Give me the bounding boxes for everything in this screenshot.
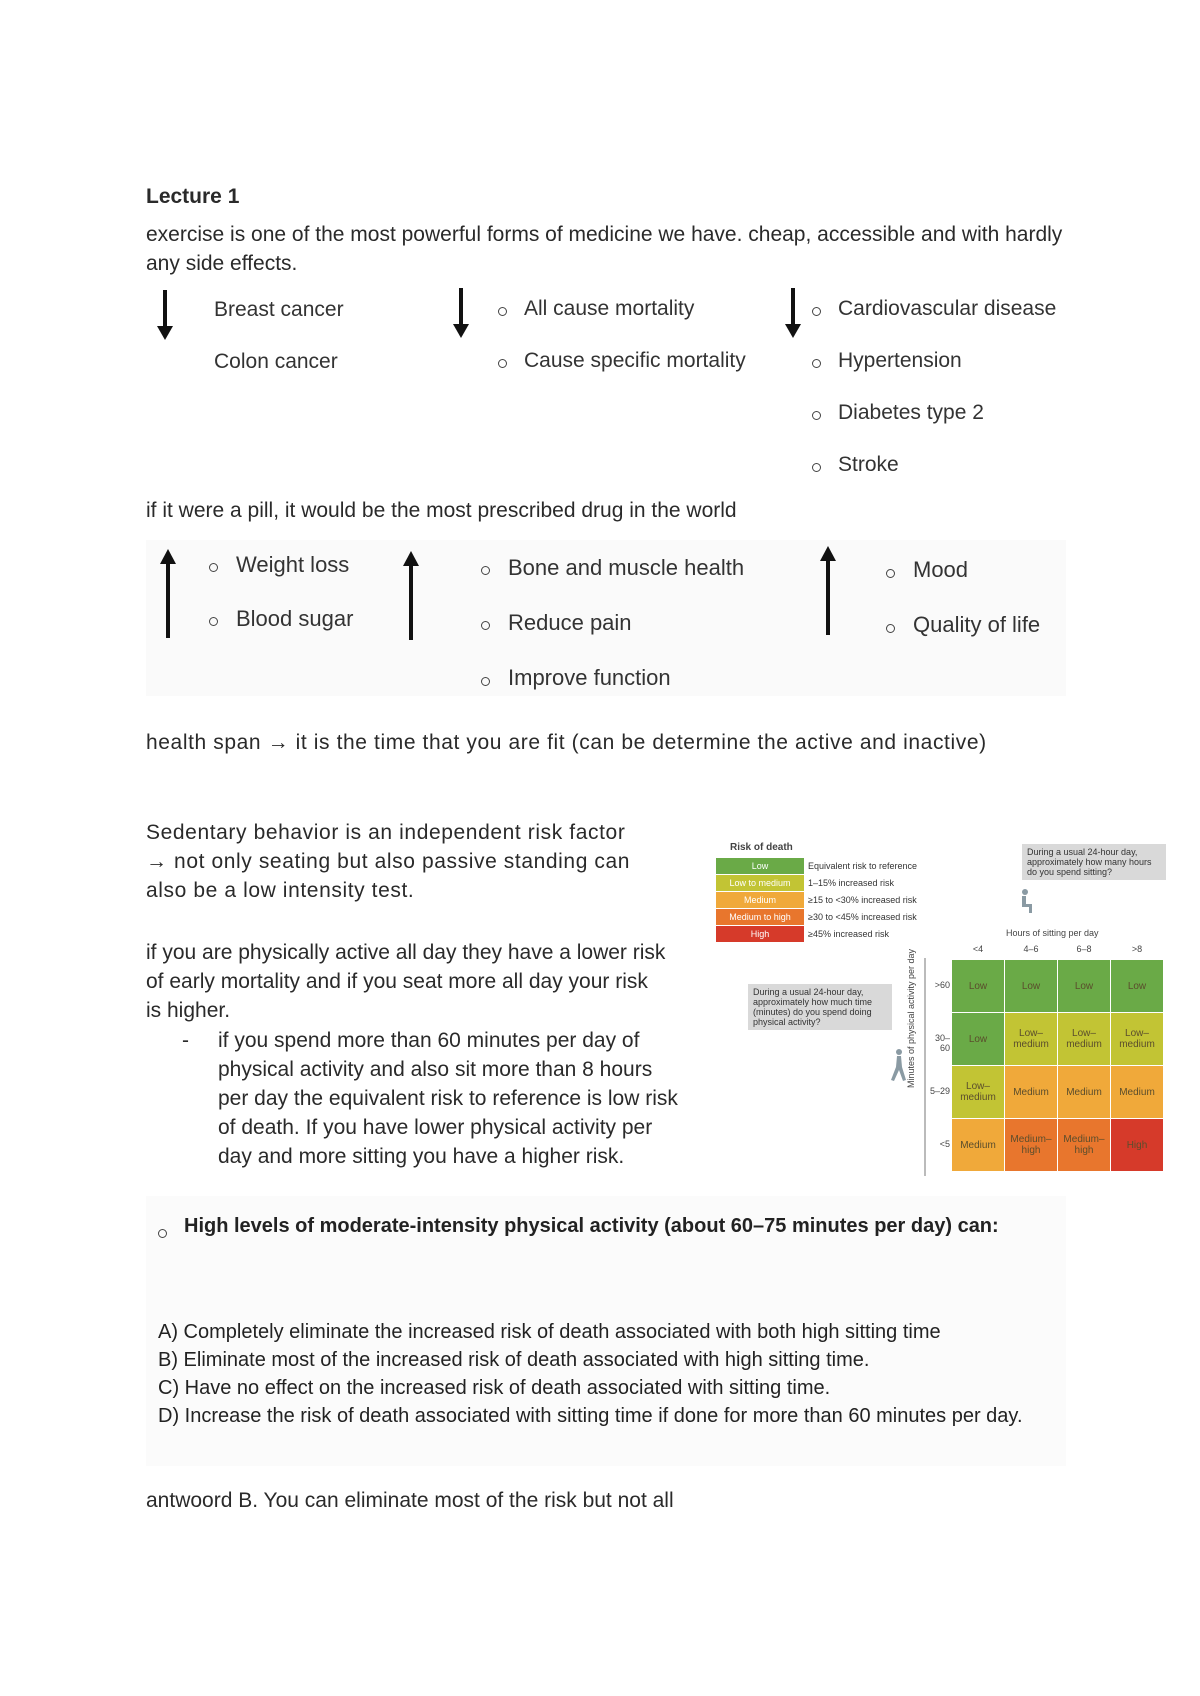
list-item: Cause specific mortality <box>524 349 746 372</box>
list-item: All cause mortality <box>524 297 695 320</box>
circle-bullet-icon <box>209 563 218 572</box>
answer-paragraph: antwoord B. You can eliminate most of the risk but not all <box>146 1489 674 1512</box>
row-label: 5–29 <box>929 1086 950 1096</box>
circle-bullet-icon <box>498 307 507 316</box>
column-label: <4 <box>972 944 984 954</box>
pill-paragraph: if it were a pill, it would be the most prescribed drug in the world <box>146 499 737 522</box>
column-label: >8 <box>1131 944 1143 954</box>
heatmap-cell: Low–medium <box>952 1066 1004 1118</box>
question-option: A) Completely eliminate the increased risk of death associated with both high sitting time <box>158 1321 941 1343</box>
health-span-paragraph: health span → it is the time that you are fit (can be determine the active and inactive) <box>146 731 987 754</box>
heatmap-cell: Medium–high <box>1005 1119 1057 1171</box>
arrow-down-icon <box>783 288 803 340</box>
heatmap-cell: Low <box>952 960 1004 1012</box>
column-label: 4–6 <box>1023 944 1039 954</box>
circle-bullet-icon <box>481 621 490 630</box>
question-option: D) Increase the risk of death associated with sitting time if done for more than 60 minutes per day. <box>158 1405 1023 1427</box>
heatmap-cell: Medium <box>1111 1066 1163 1118</box>
list-item: Quality of life <box>913 612 1041 637</box>
heatmap-cell: High <box>1111 1119 1163 1171</box>
row-label: <5 <box>939 1139 950 1149</box>
intro-paragraph: exercise is one of the most powerful forms of medicine we have. cheap, accessible and with hardly any side effects. <box>146 223 1063 275</box>
list-item: Blood sugar <box>236 606 354 631</box>
circle-bullet-icon <box>812 359 821 368</box>
circle-bullet-icon <box>812 411 821 420</box>
row-label: >60 <box>934 980 950 990</box>
arrow-down-icon <box>155 290 175 342</box>
list-item: Weight loss <box>236 552 350 577</box>
circle-bullet-icon <box>886 569 895 578</box>
heatmap-cell: Medium <box>1058 1066 1110 1118</box>
active-paragraph: if you are physically active all day they have a lower risk of early mortality and if you seat more all day your risk is higher. <box>146 941 666 1022</box>
arrow-up-icon <box>817 545 839 637</box>
legend-swatch: High <box>716 926 804 942</box>
activity-callout: During a usual 24-hour day, approximately how much time (minutes) do you spend doing physical activity? <box>748 984 892 1030</box>
list-item: Improve function <box>508 665 671 690</box>
page-title: Lecture 1 <box>146 185 240 208</box>
heatmap-cell: Low <box>1111 960 1163 1012</box>
heatmap-cell: Medium <box>1005 1066 1057 1118</box>
circle-bullet-icon <box>812 307 821 316</box>
circle-bullet-icon <box>481 566 490 575</box>
legend-title: Risk of death <box>730 842 793 853</box>
list-item: Colon cancer <box>214 350 338 373</box>
heatmap-cell: Low <box>1005 960 1057 1012</box>
heatmap-cell: Low <box>1058 960 1110 1012</box>
list-item: Breast cancer <box>214 298 344 321</box>
bullet-note: if you spend more than 60 minutes per day of physical activity and also sit more than 8 hours per day the equivalent risk to reference is low risk of death. If you have lower physical activity per day and more sitting you have a higher risk. <box>218 1029 678 1168</box>
question-option: B) Eliminate most of the increased risk of death associated with high sitting time. <box>158 1349 870 1371</box>
circle-bullet-icon <box>481 677 490 686</box>
walking-person-icon <box>888 1048 908 1082</box>
heatmap-cell: Low–medium <box>1111 1013 1163 1065</box>
column-label: 6–8 <box>1076 944 1092 954</box>
legend-swatch: Medium <box>716 892 804 908</box>
list-dash: - <box>182 1029 189 1052</box>
list-item: Bone and muscle health <box>508 555 745 580</box>
question-stem: High levels of moderate-intensity physical activity (about 60–75 minutes per day) can: <box>184 1215 999 1237</box>
legend-description: Equivalent risk to reference <box>808 861 918 871</box>
sitting-callout: During a usual 24-hour day, approximately how many hours do you spend sitting? <box>1022 844 1166 880</box>
circle-bullet-icon <box>158 1229 167 1238</box>
legend-description: ≥45% increased risk <box>808 929 889 939</box>
legend-description: 1–15% increased risk <box>808 878 895 888</box>
list-item: Cardiovascular disease <box>838 297 1057 320</box>
list-item: Diabetes type 2 <box>838 401 984 424</box>
legend-swatch: Medium to high <box>716 909 804 925</box>
circle-bullet-icon <box>886 624 895 633</box>
list-item: Stroke <box>838 453 899 476</box>
legend-swatch: Low <box>716 858 804 874</box>
list-item: Reduce pain <box>508 610 632 635</box>
sitting-person-icon <box>1014 888 1034 914</box>
sedentary-paragraph: Sedentary behavior is an independent risk factor → not only seating but also passive standing can also be a low intensity test. <box>146 821 631 902</box>
heatmap-cell: Low <box>952 1013 1004 1065</box>
legend-description: ≥30 to <45% increased risk <box>808 912 917 922</box>
question-option: C) Have no effect on the increased risk of death associated with sitting time. <box>158 1377 831 1399</box>
row-label: 30–60 <box>934 1033 950 1053</box>
risk-heatmap-figure <box>716 836 1168 1176</box>
heatmap-cell: Low–medium <box>1005 1013 1057 1065</box>
arrow-up-icon <box>157 548 179 640</box>
legend-description: ≥15 to <30% increased risk <box>808 895 917 905</box>
circle-bullet-icon <box>209 617 218 626</box>
list-item: Hypertension <box>838 349 962 372</box>
arrow-down-icon <box>451 288 471 340</box>
list-item: Mood <box>913 557 969 582</box>
circle-bullet-icon <box>498 359 507 368</box>
heatmap-cell: Low–medium <box>1058 1013 1110 1065</box>
y-axis-title: Minutes of physical activity per day <box>906 948 916 1088</box>
x-axis-title: Hours of sitting per day <box>1006 928 1099 938</box>
circle-bullet-icon <box>812 463 821 472</box>
heatmap-cell: Medium <box>952 1119 1004 1171</box>
heatmap-cell: Medium–high <box>1058 1119 1110 1171</box>
arrow-up-icon <box>400 550 422 642</box>
legend-swatch: Low to medium <box>716 875 804 891</box>
